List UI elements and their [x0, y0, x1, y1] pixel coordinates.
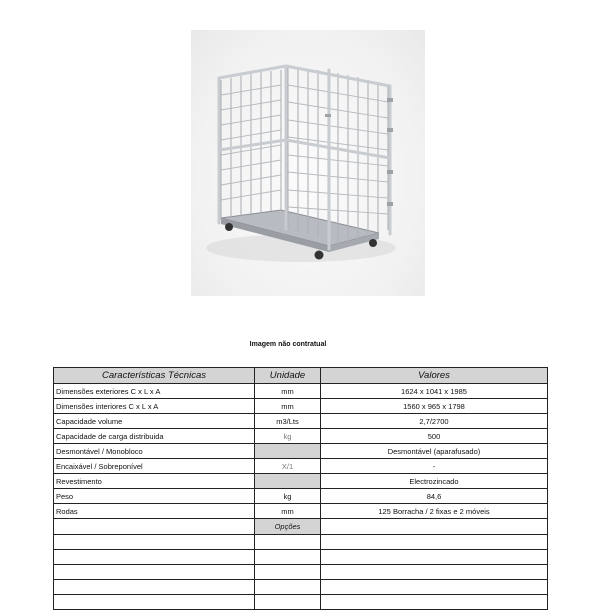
header-unit: Unidade — [255, 368, 321, 384]
row-value: Desmontável (aparafusado) — [321, 444, 548, 459]
empty-row — [54, 550, 548, 565]
row-label: Capacidade de carga distribuida — [54, 429, 255, 444]
header-values: Valores — [321, 368, 548, 384]
row-label: Encaixável / Sobreponível — [54, 459, 255, 474]
options-header-row — [54, 519, 548, 535]
header-characteristics: Características Técnicas — [54, 368, 255, 384]
table-row — [54, 504, 548, 519]
row-label: Desmontável / Monobloco — [54, 444, 255, 459]
specs-table — [53, 367, 548, 610]
table-row — [54, 444, 548, 459]
row-unit: mm — [255, 399, 321, 414]
row-value: - — [321, 459, 548, 474]
row-value: 500 — [321, 429, 548, 444]
empty-row — [54, 580, 548, 595]
table-row — [54, 429, 548, 444]
row-label: Dimensões exteriores C x L x A — [54, 384, 255, 399]
row-value: 2,7/2700 — [321, 414, 548, 429]
options-empty-cell — [321, 519, 548, 535]
table-header-row — [54, 368, 548, 384]
row-value: Electrozincado — [321, 474, 548, 489]
row-unit: mm — [255, 384, 321, 399]
empty-row — [54, 565, 548, 580]
table-row — [54, 399, 548, 414]
table-row — [54, 474, 548, 489]
row-label: Revestimento — [54, 474, 255, 489]
cage-cart-illustration — [191, 30, 425, 296]
table-row — [54, 459, 548, 474]
row-value: 84,6 — [321, 489, 548, 504]
row-unit: kg — [255, 489, 321, 504]
row-label: Dimensões interiores C x L x A — [54, 399, 255, 414]
row-label: Capacidade volume — [54, 414, 255, 429]
empty-row — [54, 535, 548, 550]
image-caption: Imagem não contratual — [249, 341, 327, 348]
row-label: Peso — [54, 489, 255, 504]
row-value: 1560 x 965 x 1798 — [321, 399, 548, 414]
row-value: 125 Borracha / 2 fixas e 2 móveis — [321, 504, 548, 519]
table-row — [54, 384, 548, 399]
row-unit: kg — [255, 429, 321, 444]
product-image — [191, 30, 425, 296]
row-label: Rodas — [54, 504, 255, 519]
row-value: 1624 x 1041 x 1985 — [321, 384, 548, 399]
options-empty-cell — [54, 519, 255, 535]
options-title: Opções — [255, 519, 321, 535]
row-unit — [255, 444, 321, 459]
empty-row — [54, 595, 548, 610]
row-unit: X/1 — [255, 459, 321, 474]
row-unit: mm — [255, 504, 321, 519]
row-unit: m3/Lts — [255, 414, 321, 429]
table-row — [54, 489, 548, 504]
row-unit — [255, 474, 321, 489]
table-row — [54, 414, 548, 429]
